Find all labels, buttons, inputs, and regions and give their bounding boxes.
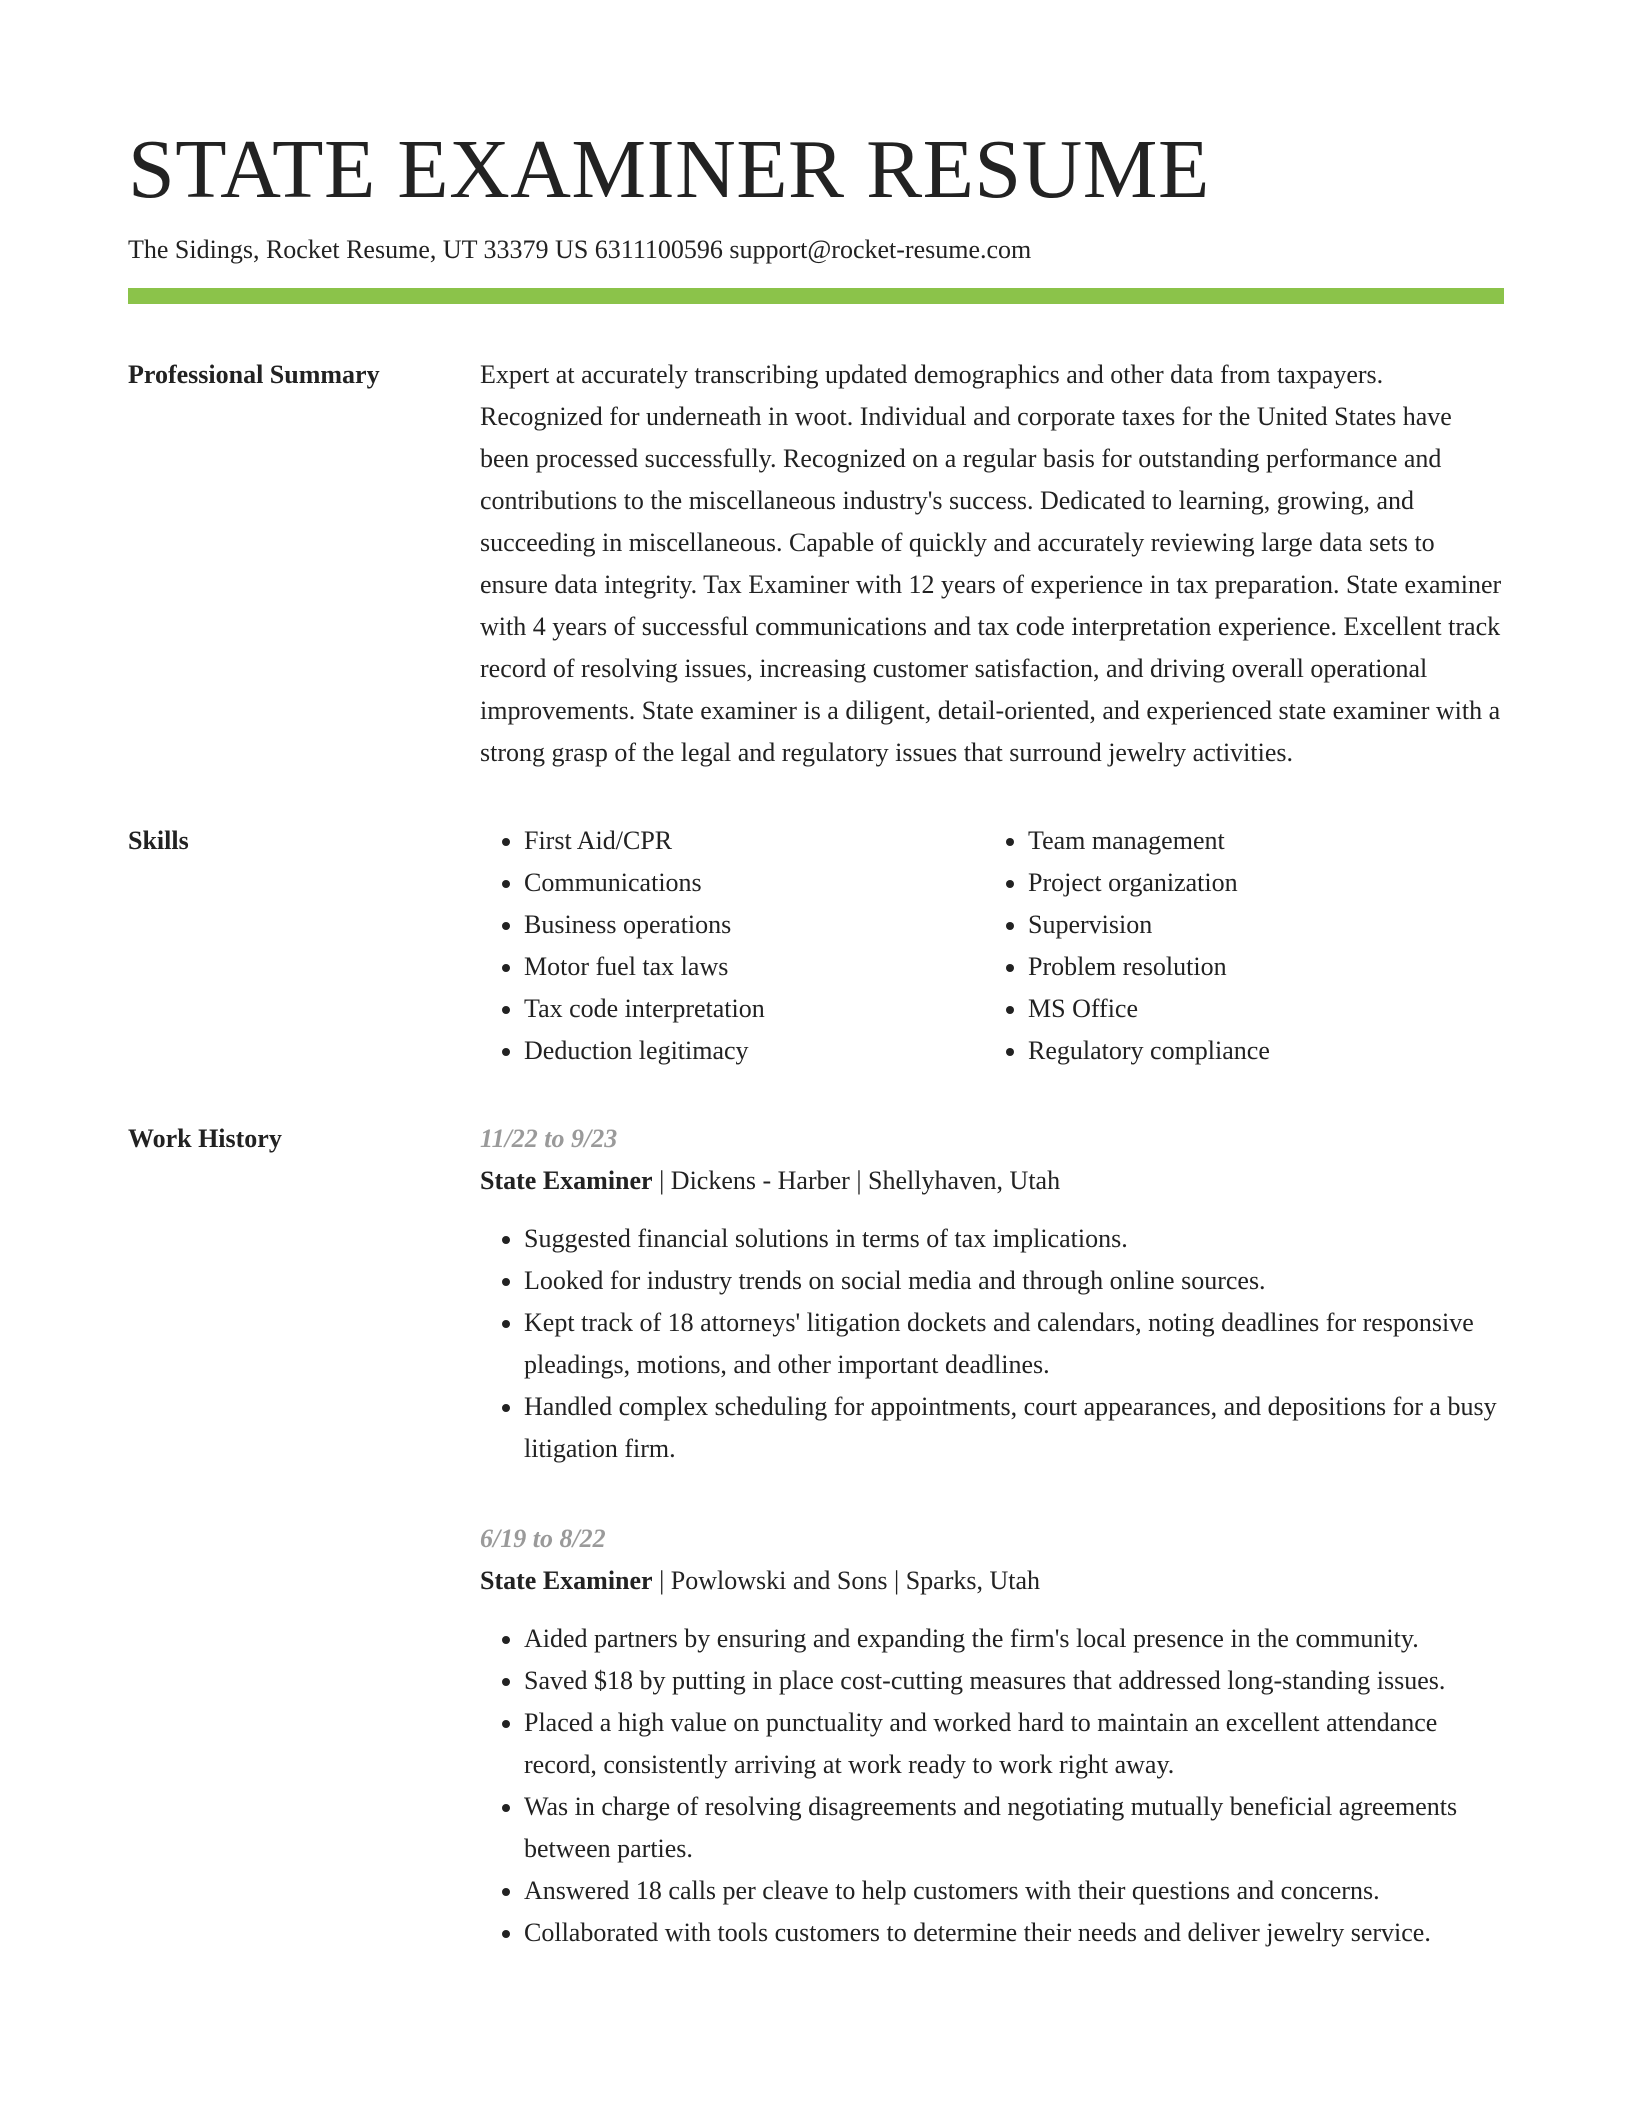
job-bullet: • Aided partners by ensuring and expanding the firm's local presence in the community.: [524, 1618, 1504, 1660]
header-divider: [128, 288, 1504, 304]
job-bullet: • Placed a high value on punctuality and worked hard to maintain an excellent attendance record, consistently arriving at work ready to work right away.: [524, 1702, 1504, 1786]
job-entry: [480, 1518, 1504, 1954]
job-bullet: • Collaborated with tools customers to determine their needs and deliver jewelry service.: [524, 1912, 1504, 1954]
skills-columns: [480, 820, 1504, 1072]
work-history-heading: Work History: [128, 1124, 282, 1153]
job-role-line: [480, 1560, 1504, 1602]
job-details: | Powlowski and Sons | Sparks, Utah: [652, 1566, 1041, 1595]
skill-item: • MS Office: [1028, 988, 1488, 1030]
contact-address: The Sidings, Rocket Resume, UT 33379 US: [128, 235, 589, 264]
resume-title: STATE EXAMINER RESUME: [128, 123, 1210, 216]
job-role: State Examiner: [480, 1166, 653, 1195]
skills-heading: Skills: [128, 826, 189, 855]
contact-email: support@rocket-resume.com: [729, 235, 1032, 264]
skill-item: • Team management: [1028, 820, 1488, 862]
job-bullets: [480, 1618, 1504, 1954]
skill-item: • Supervision: [1028, 904, 1488, 946]
summary-section: [128, 354, 1504, 774]
skill-item: • Problem resolution: [1028, 946, 1488, 988]
job-dates: 11/22 to 9/23: [480, 1124, 618, 1153]
contact-line: [128, 232, 1504, 268]
resume-page: [128, 120, 1504, 1954]
summary-text: Expert at accurately transcribing updated demographics and other data from taxpayers. Recognized for underneath in woot. Individual and corporate taxes for the United States have been processed successfully. Recognized on a regular basis for outstanding performance and contributions to the miscellaneous industry's success. Dedicated to learning, growing, and succeeding in miscellaneous. Capable of quickly and accurately reviewing large data sets to ensure data integrity. Tax Examiner with 12 years of experience in tax preparation. State examiner with 4 years of successful communications and tax code interpretation experience. Excellent track record of resolving issues, increasing customer satisfaction, and driving overall operational improvements. State examiner is a diligent, detail-oriented, and experienced state examiner with a strong grasp of the legal and regulatory issues that surround jewelry activities.: [480, 360, 1502, 767]
skill-item: • First Aid/CPR: [524, 820, 984, 862]
job-role-line: [480, 1160, 1504, 1202]
job-role: State Examiner: [480, 1566, 653, 1595]
work-history-section: [128, 1118, 1504, 1954]
skills-section: [128, 820, 1504, 1072]
job-bullet: • Suggested financial solutions in terms of tax implications.: [524, 1218, 1504, 1260]
skills-list-left: [480, 820, 984, 1072]
summary-heading: Professional Summary: [128, 360, 380, 389]
skill-item: • Motor fuel tax laws: [524, 946, 984, 988]
job-bullets: [480, 1218, 1504, 1470]
skill-item: • Communications: [524, 862, 984, 904]
skill-item: • Regulatory compliance: [1028, 1030, 1488, 1072]
skill-item: • Business operations: [524, 904, 984, 946]
contact-phone: 6311100596: [594, 235, 723, 264]
job-details: | Dickens - Harber | Shellyhaven, Utah: [652, 1166, 1061, 1195]
job-bullet: • Kept track of 18 attorneys' litigation dockets and calendars, noting deadlines for responsive pleadings, motions, and other important deadlines.: [524, 1302, 1504, 1386]
skill-item: • Tax code interpretation: [524, 988, 984, 1030]
job-entry: [480, 1118, 1504, 1470]
job-bullet: • Saved $18 by putting in place cost-cutting measures that addressed long-standing issues.: [524, 1660, 1504, 1702]
job-dates: 6/19 to 8/22: [480, 1524, 606, 1553]
job-bullet: • Answered 18 calls per cleave to help customers with their questions and concerns.: [524, 1870, 1504, 1912]
job-bullet: • Handled complex scheduling for appointments, court appearances, and depositions for a busy litigation firm.: [524, 1386, 1504, 1470]
job-bullet: • Was in charge of resolving disagreements and negotiating mutually beneficial agreements between parties.: [524, 1786, 1504, 1870]
skill-item: • Project organization: [1028, 862, 1488, 904]
skill-item: • Deduction legitimacy: [524, 1030, 984, 1072]
skills-list-right: [984, 820, 1488, 1072]
job-bullet: • Looked for industry trends on social media and through online sources.: [524, 1260, 1504, 1302]
